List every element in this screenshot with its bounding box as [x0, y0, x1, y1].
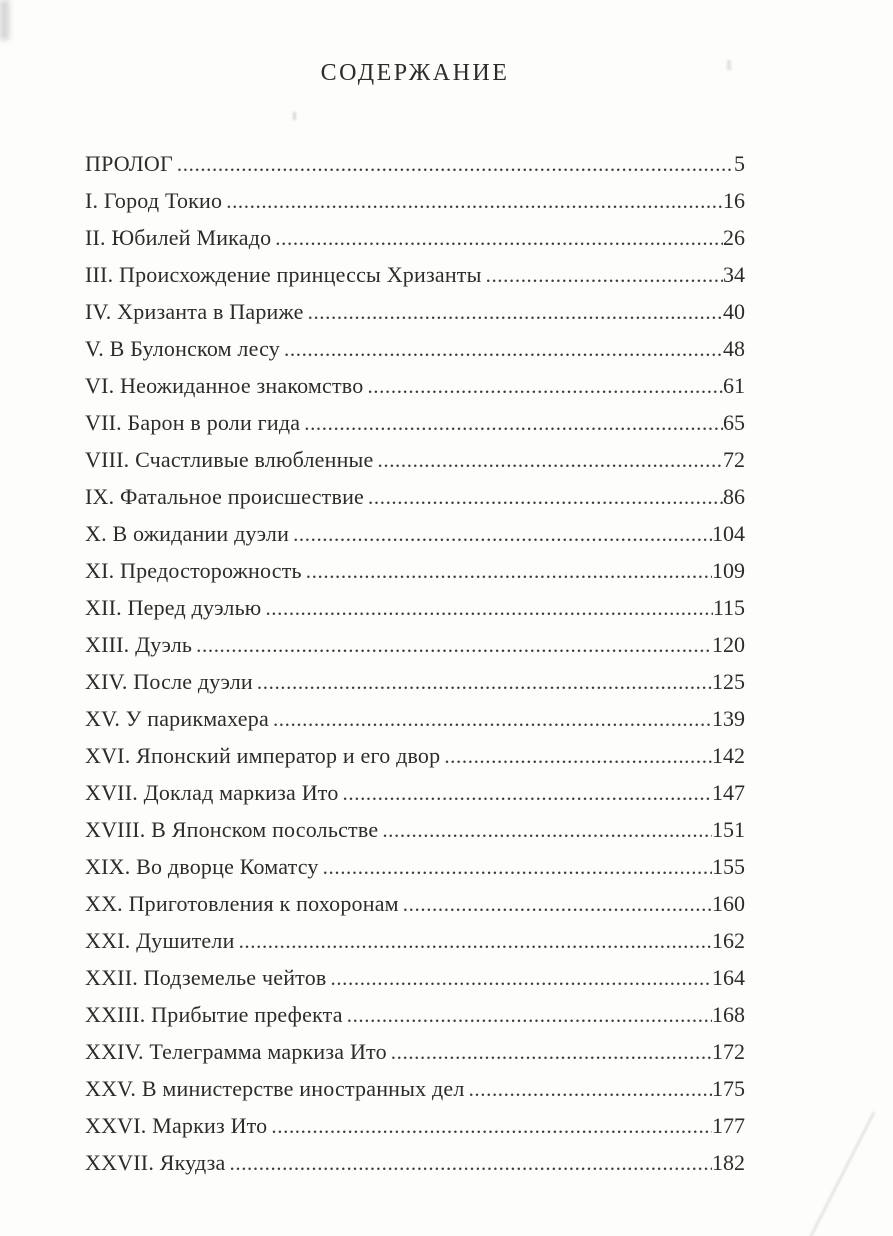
- toc-entry: [85, 626, 745, 663]
- dot-leader-icon: [177, 145, 734, 183]
- toc-entry: [85, 219, 745, 256]
- toc-entry: [85, 145, 745, 182]
- toc-entry-page-number: 142: [712, 743, 745, 768]
- toc-entry: [85, 1033, 745, 1070]
- toc-entry-title: XX. Приготовления к похоронам: [85, 891, 399, 916]
- toc-entry-page-number: 109: [712, 558, 745, 583]
- toc-entry-page-number: 155: [712, 854, 745, 879]
- toc-entry-title: ПРОЛОГ: [85, 151, 173, 176]
- toc-entry: [85, 885, 745, 922]
- toc-entry: [85, 922, 745, 959]
- toc-entry-page-number: 16: [723, 188, 745, 213]
- dot-leader-icon: [403, 885, 712, 923]
- toc-entry-page-number: 177: [712, 1113, 745, 1138]
- toc-entry-title: II. Юбилей Микадо: [85, 225, 272, 250]
- toc-entry: [85, 441, 745, 478]
- dot-leader-icon: [306, 552, 712, 590]
- toc-entry-title: XVIII. В Японском посольстве: [85, 817, 379, 842]
- toc-entry-title: III. Происхождение принцессы Хризанты: [85, 262, 482, 287]
- toc-entry: [85, 1144, 745, 1181]
- toc-entry-page-number: 26: [723, 225, 745, 250]
- toc-entry-title: VII. Барон в роли гида: [85, 410, 301, 435]
- toc-entry-title: XIV. После дуэли: [85, 669, 253, 694]
- dot-leader-icon: [343, 774, 712, 812]
- dot-leader-icon: [391, 1033, 712, 1071]
- toc-entry-title: VIII. Счастливые влюбленные: [85, 447, 374, 472]
- toc-entry-title: XVII. Доклад маркиза Ито: [85, 780, 339, 805]
- page-title: СОДЕРЖАНИЕ: [320, 60, 510, 86]
- dot-leader-icon: [469, 1070, 712, 1108]
- toc-entry-title: IX. Фатальное происшествие: [85, 484, 365, 509]
- toc-entry-page-number: 104: [712, 521, 745, 546]
- toc-entry: [85, 404, 745, 441]
- dot-leader-icon: [239, 922, 712, 960]
- title-band: [85, 0, 745, 88]
- dot-leader-icon: [271, 1107, 712, 1145]
- toc-entry: [85, 293, 745, 330]
- toc-entry: [85, 478, 745, 515]
- dot-leader-icon: [275, 219, 723, 257]
- toc-entry-page-number: 115: [712, 595, 745, 620]
- dot-leader-icon: [196, 626, 712, 664]
- toc-entry-title: XII. Перед дуэлью: [85, 595, 262, 620]
- toc-entry-page-number: 120: [712, 632, 745, 657]
- toc-entry: [85, 700, 745, 737]
- scan-speck: [727, 60, 731, 70]
- toc-entry: [85, 367, 745, 404]
- toc-entry-page-number: 65: [723, 410, 745, 435]
- scan-streak: [805, 1112, 875, 1236]
- dot-leader-icon: [330, 959, 712, 997]
- toc-entry: [85, 330, 745, 367]
- toc-entry-title: XIII. Дуэль: [85, 632, 193, 657]
- toc-entry-title: XXII. Подземелье чейтов: [85, 965, 327, 990]
- dot-leader-icon: [486, 256, 723, 294]
- toc-entry: [85, 811, 745, 848]
- toc-entry: [85, 663, 745, 700]
- toc-entry-title: XXI. Душители: [85, 928, 235, 953]
- toc-entry-page-number: 61: [723, 373, 745, 398]
- dot-leader-icon: [444, 737, 712, 775]
- toc-entry-title: VI. Неожиданное знакомство: [85, 373, 364, 398]
- dot-leader-icon: [265, 589, 712, 627]
- dot-leader-icon: [367, 367, 723, 405]
- toc-entry-title: I. Город Токио: [85, 188, 223, 213]
- toc-entry: [85, 996, 745, 1033]
- toc-entry-page-number: 151: [712, 817, 745, 842]
- toc-entry-page-number: 40: [723, 299, 745, 324]
- toc-entry-page-number: 34: [723, 262, 745, 287]
- dot-leader-icon: [368, 478, 723, 516]
- toc-entry-page-number: 86: [723, 484, 745, 509]
- table-of-contents: [85, 145, 745, 1181]
- toc-entry: [85, 515, 745, 552]
- dot-leader-icon: [226, 182, 723, 220]
- toc-entry: [85, 848, 745, 885]
- dot-leader-icon: [382, 811, 712, 849]
- dot-leader-icon: [230, 1144, 713, 1182]
- dot-leader-icon: [284, 330, 723, 368]
- toc-entry-title: XXVI. Маркиз Ито: [85, 1113, 268, 1138]
- toc-entry: [85, 182, 745, 219]
- toc-entry: [85, 256, 745, 293]
- toc-entry: [85, 552, 745, 589]
- toc-entry-page-number: 125: [712, 669, 745, 694]
- toc-entry-page-number: 160: [712, 891, 745, 916]
- toc-entry-title: XXIII. Прибытие префекта: [85, 1002, 343, 1027]
- toc-entry-page-number: 147: [712, 780, 745, 805]
- dot-leader-icon: [304, 404, 723, 442]
- toc-entry-title: XXVII. Якудза: [85, 1150, 226, 1175]
- dot-leader-icon: [273, 700, 712, 738]
- toc-entry-page-number: 182: [712, 1150, 745, 1175]
- toc-entry-page-number: 172: [712, 1039, 745, 1064]
- dot-leader-icon: [257, 663, 712, 701]
- toc-entry-title: IV. Хризанта в Париже: [85, 299, 304, 324]
- toc-entry-title: XIX. Во дворце Коматсу: [85, 854, 319, 879]
- scan-speck: [293, 112, 296, 120]
- toc-entry-page-number: 168: [712, 1002, 745, 1027]
- toc-entry-page-number: 162: [712, 928, 745, 953]
- toc-entry: [85, 737, 745, 774]
- toc-entry: [85, 959, 745, 996]
- toc-entry-page-number: 72: [723, 447, 745, 472]
- toc-entry-page-number: 5: [734, 151, 745, 176]
- toc-entry-title: XVI. Японский император и его двор: [85, 743, 441, 768]
- dot-leader-icon: [347, 996, 712, 1034]
- toc-entry-page-number: 48: [723, 336, 745, 361]
- toc-entry-page-number: 139: [712, 706, 745, 731]
- toc-entry-page-number: 164: [712, 965, 745, 990]
- toc-entry-title: XV. У парикмахера: [85, 706, 269, 731]
- toc-entry: [85, 1107, 745, 1144]
- toc-entry-title: XXV. В министерстве иностранных дел: [85, 1076, 465, 1101]
- toc-entry-title: X. В ожидании дуэли: [85, 521, 290, 546]
- toc-entry-title: XI. Предосторожность: [85, 558, 302, 583]
- dot-leader-icon: [323, 848, 712, 886]
- toc-entry: [85, 774, 745, 811]
- toc-entry-page-number: 175: [712, 1076, 745, 1101]
- dot-leader-icon: [308, 293, 723, 331]
- toc-entry: [85, 589, 745, 626]
- dot-leader-icon: [293, 515, 712, 553]
- scan-smudge: [0, 0, 9, 40]
- dot-leader-icon: [378, 441, 724, 479]
- toc-entry: [85, 1070, 745, 1107]
- toc-entry-title: V. В Булонском лесу: [85, 336, 281, 361]
- toc-entry-title: XXIV. Телеграмма маркиза Ито: [85, 1039, 387, 1064]
